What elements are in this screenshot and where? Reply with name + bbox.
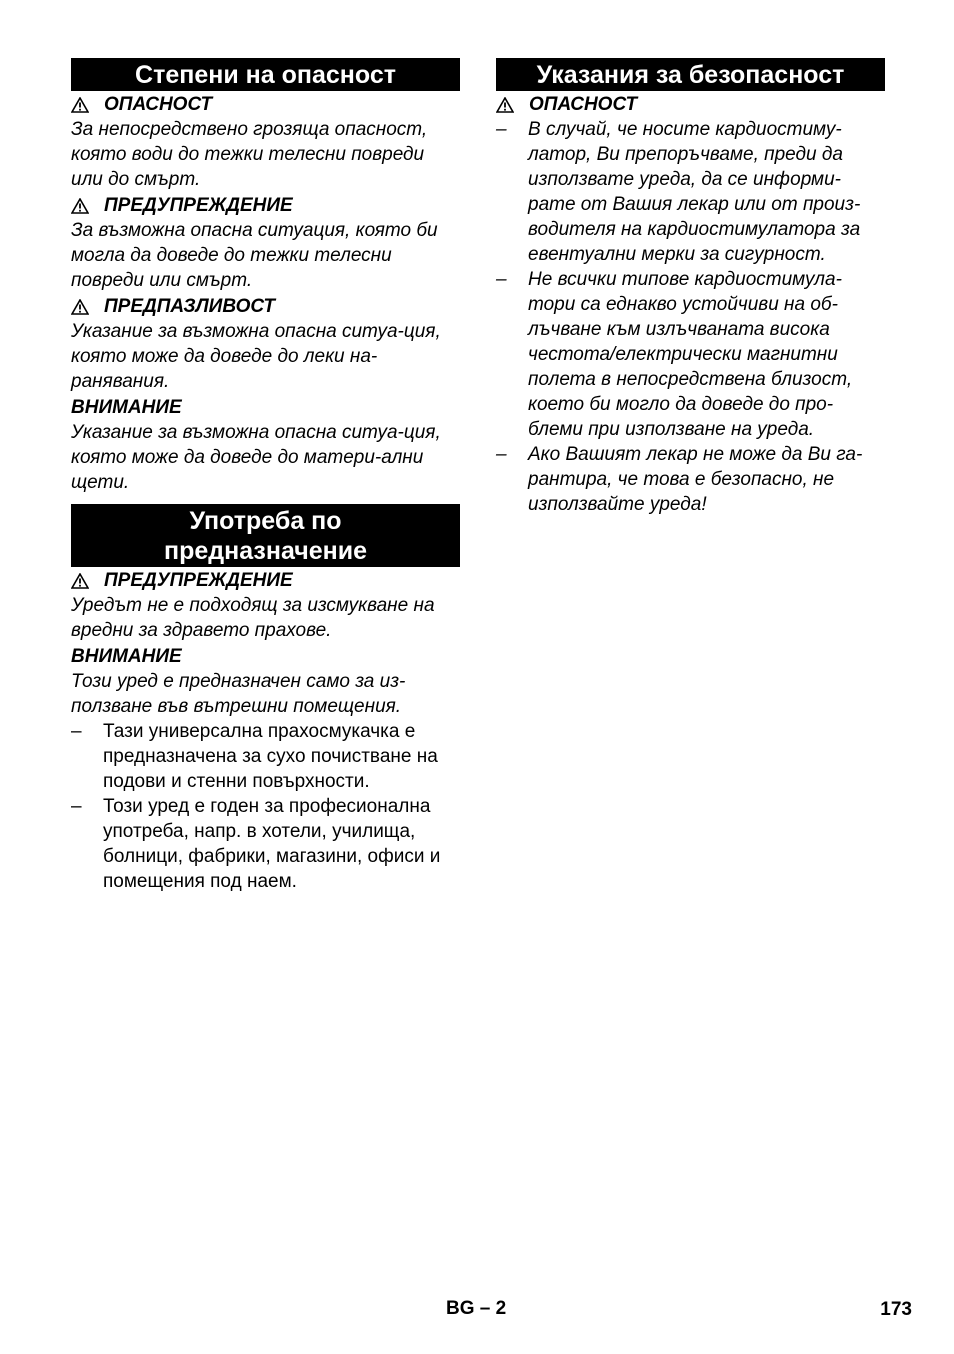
- warning-text: За възможна опасна ситуация, която би могла да доведе до тежки телесни повреди или смърт.: [71, 220, 438, 291]
- use-list: [71, 719, 460, 894]
- danger-heading: [71, 92, 460, 117]
- warning-triangle-icon: [71, 97, 89, 113]
- attention-text: Указание за възможна опасна ситуа-ция, която може да доведе до матери-ални щети.: [71, 422, 441, 493]
- attention-heading: ВНИМАНИЕ: [71, 397, 182, 418]
- dash-marker: –: [71, 796, 82, 817]
- danger-label: ОПАСНОСТ: [104, 94, 213, 115]
- safety-list: [496, 117, 885, 517]
- list-item: [71, 794, 460, 894]
- warning-triangle-icon: [496, 97, 514, 113]
- dash-marker: –: [496, 269, 507, 290]
- list-item-text: Не всички типове кардиостимула-тори са еднакво устойчиви на об-лъчване към излъчваната висока честота/електрически магнитни полета в непосредствена близост, което би могло да доведе до про-блеми при използване на уреда.: [528, 269, 853, 440]
- section-title-line-1: Употреба по: [189, 507, 342, 535]
- use-warning-label: ПРЕДУПРЕЖДЕНИЕ: [104, 570, 293, 591]
- list-item-text: Този уред е годен за професионална употреба, напр. в хотели, училища, болници, фабрики, магазини, офиси и помещения под наем.: [103, 796, 441, 892]
- list-item-text: В случай, че носите кардиостиму-латор, Ви препоръчваме, преди да използвате уреда, да се информи-рате от Вашия лекар или от произ-водителя на кардиостимулатора за евентуални мерки за сигурност.: [528, 119, 861, 265]
- use-attention-heading: ВНИМАНИЕ: [71, 646, 182, 667]
- use-attention-text: Този уред е предназначен само за из-ползване във вътрешни помещения.: [71, 671, 406, 717]
- dash-marker: –: [71, 721, 82, 742]
- safety-danger-label: ОПАСНОСТ: [529, 94, 638, 115]
- left-column: [71, 58, 460, 894]
- warning-triangle-icon: [71, 198, 89, 214]
- caution-text: Указание за възможна опасна ситуа-ция, която може да доведе до леки на-ранявания.: [71, 321, 441, 392]
- danger-text: За непосредствено грозяща опасност, която води до тежки телесни повреди или до смърт.: [71, 119, 428, 190]
- list-item: [496, 442, 885, 517]
- warning-heading: [71, 193, 460, 218]
- list-item: [496, 267, 885, 442]
- dash-marker: –: [496, 444, 507, 465]
- list-item: [496, 117, 885, 267]
- list-item: [71, 719, 460, 794]
- footer-language-code: BG – 2: [446, 1298, 507, 1319]
- use-warning-heading: [71, 568, 460, 593]
- use-warning-text: Уредът не е подходящ за изсмукване на вредни за здравето прахове.: [71, 595, 435, 641]
- warning-triangle-icon: [71, 299, 89, 315]
- caution-heading: [71, 294, 460, 319]
- section-title-line-2: предназначение: [163, 537, 368, 565]
- dash-marker: –: [496, 119, 507, 140]
- right-column: [496, 58, 885, 517]
- section-title-intended-use: [71, 504, 460, 567]
- warning-triangle-icon: [71, 573, 89, 589]
- list-item-text: Тази универсална прахосмукачка е предназначена за сухо почистване на подови и стенни повърхности.: [103, 721, 438, 792]
- safety-danger-heading: [496, 92, 885, 117]
- warning-label: ПРЕДУПРЕЖДЕНИЕ: [104, 195, 293, 216]
- section-title-safety: Указания за безопасност: [496, 58, 885, 91]
- list-item-text: Ако Вашият лекар не може да Ви га-рантира, че това е безопасно, не използвайте уреда!: [528, 444, 863, 515]
- section-title-danger-levels: Степени на опасност: [71, 58, 460, 91]
- caution-label: ПРЕДПАЗЛИВОСТ: [104, 296, 275, 317]
- page-number: 173: [880, 1299, 912, 1320]
